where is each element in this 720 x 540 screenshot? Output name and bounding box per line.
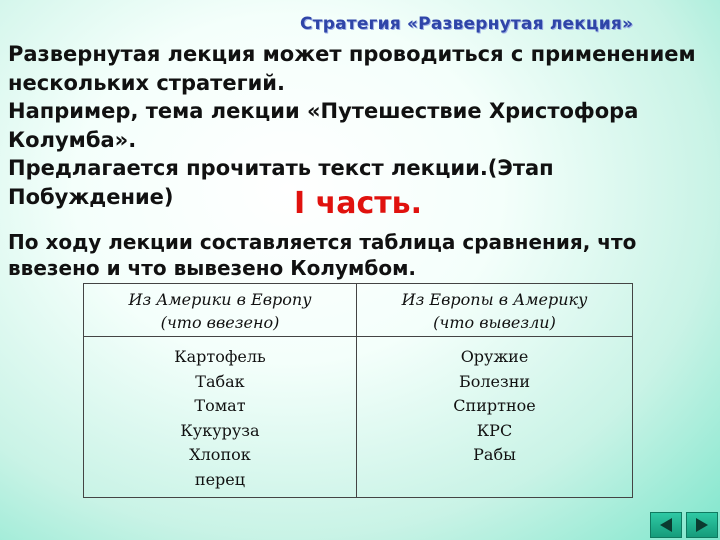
triangle-right-icon [687,513,717,537]
comparison-table [83,283,633,498]
table-cell-exported-list: Оружие Болезни Спиртное КРС Рабы [453,347,536,464]
table-cell-imported-list: Картофель Табак Томат Кукуруза Хлопок перец [174,347,266,489]
prev-slide-button[interactable] [650,512,682,538]
part-label: I часть. [294,186,422,221]
table-header-europe-to-america: Из Европы в Америку (что вывезли) [401,290,588,332]
slide-navigation [650,512,718,538]
triangle-left-icon [651,513,681,537]
row-divider [84,336,632,337]
next-slide-button[interactable] [686,512,718,538]
slide-title: Стратегия «Развернутая лекция» [300,14,634,34]
table-intro-text: По ходу лекции составляется таблица сравнения, что ввезено и что вывезено Колумбом. [8,230,637,280]
table-header-america-to-europe: Из Америки в Европу (что ввезено) [128,290,312,332]
intro-text: Развернутая лекция может проводиться с применением нескольких стратегий. Например, тема лекции «Путешествие Христофора Колумба». Предлагается прочитать текст лекции.(Этап Побуждение) [8,42,696,209]
